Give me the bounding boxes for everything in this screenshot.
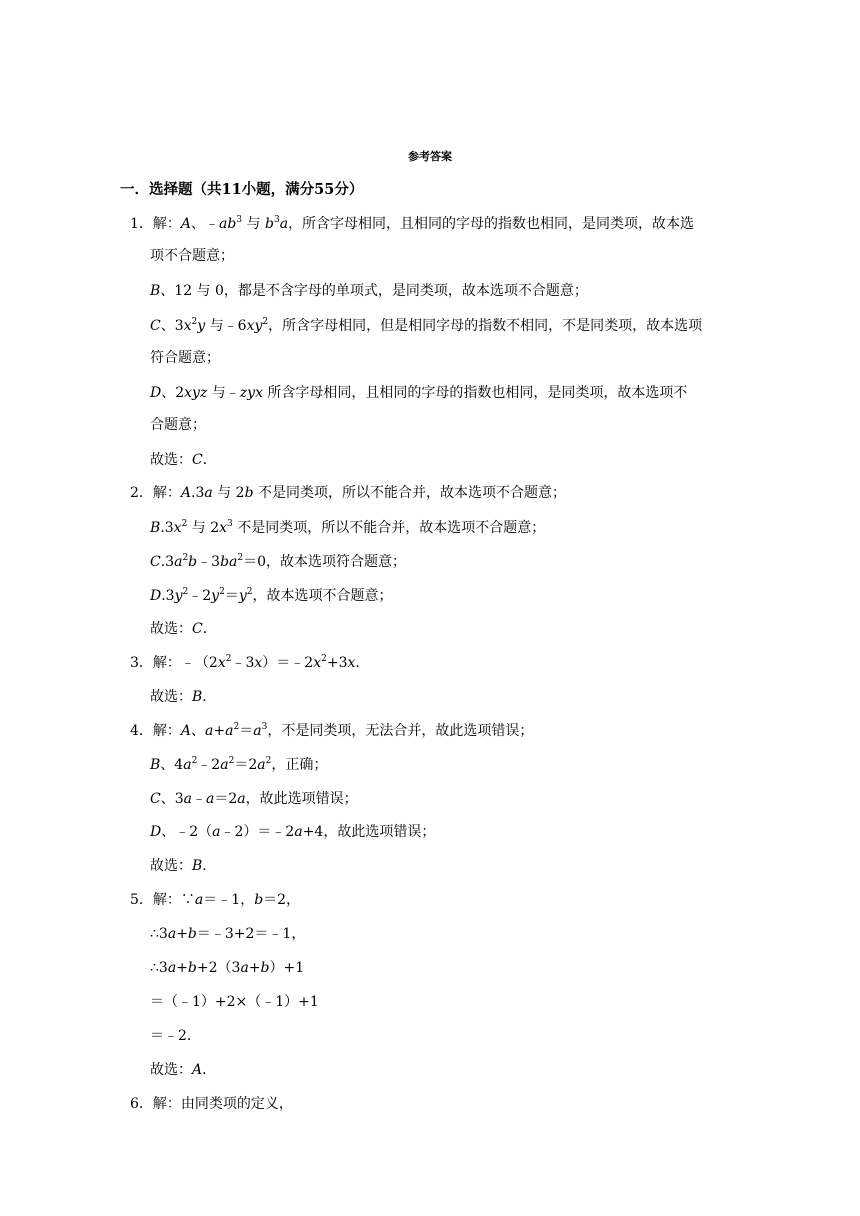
answer-line: $C.3a^2b﹣3ba^2=0$，故本选项符合题意；	[150, 553, 407, 570]
answer-line: ∴3a+b+2（3a+b）+1	[150, 960, 305, 976]
answer-line: D、﹣2（a﹣2）＝﹣2a+4，故此选项错误；	[150, 824, 436, 840]
answer-line: C、3a﹣a＝2a，故此选项错误；	[150, 791, 358, 807]
answer-line: 故选：B．	[150, 689, 217, 705]
answer-line: B、12 与 0，都是不含字母的单项式，是同类项，故本选项不合题意；	[150, 283, 588, 299]
answer-line: $D.3y^2﹣2y^2=y^2$，故本选项不合题意；	[150, 587, 393, 604]
answer-line: 3．解：$﹣(2x^2﹣3x)=﹣2x^2+3x$．	[130, 654, 370, 671]
answer-line: 故选：B．	[150, 858, 217, 874]
answer-line: 1．解：A、$﹣ab^3$ 与 $b^3a$，所含字母相同，且相同的字母的指数也相同，是同类项，故本选	[130, 215, 695, 232]
answer-line: $B.3x^2$ 与 $2x^3$ 不是同类项，所以不能合并，故本选项不合题意；	[150, 519, 546, 536]
answer-line: 故选：C．	[150, 621, 217, 637]
answer-line: ＝（﹣1）+2×（﹣1）+1	[150, 994, 319, 1010]
answer-line: 2．解：A.3a 与 2b 不是同类项，所以不能合并，故本选项不合题意；	[130, 485, 566, 501]
answer-line: 故选：A．	[150, 1062, 217, 1078]
section-heading: 一．选择题（共11小题，满分55分）	[120, 181, 364, 198]
answer-line: 项不合题意；	[150, 248, 234, 264]
answer-line: 5．解：∵a＝﹣1，b＝2，	[130, 892, 301, 908]
answer-line: ＝﹣2．	[150, 1028, 201, 1044]
answer-line: 故选：C．	[150, 452, 217, 468]
answer-line: C、$3x^2y$ 与$﹣6xy^2$，所含字母相同，但是相同字母的指数不相同，不是同类项，故本选项	[150, 317, 703, 334]
answer-line: 4．解：A、$a+a^2=a^3$，不是同类项，无法合并，故此选项错误；	[130, 722, 534, 739]
page-title: 参考答案	[408, 150, 452, 163]
answer-line: D、2xyz 与﹣zyx 所含字母相同，且相同的字母的指数也相同，是同类项，故本选项不	[150, 385, 688, 401]
answer-line: B、$4a^2﹣2a^2=2a^2$，正确；	[150, 756, 328, 773]
answer-line: ∴3a+b＝﹣3+2＝﹣1，	[150, 926, 306, 942]
answer-line: 合题意；	[150, 417, 206, 433]
answer-line: 符合题意；	[150, 350, 220, 366]
answer-line: 6．解：由同类项的定义，	[130, 1096, 293, 1112]
